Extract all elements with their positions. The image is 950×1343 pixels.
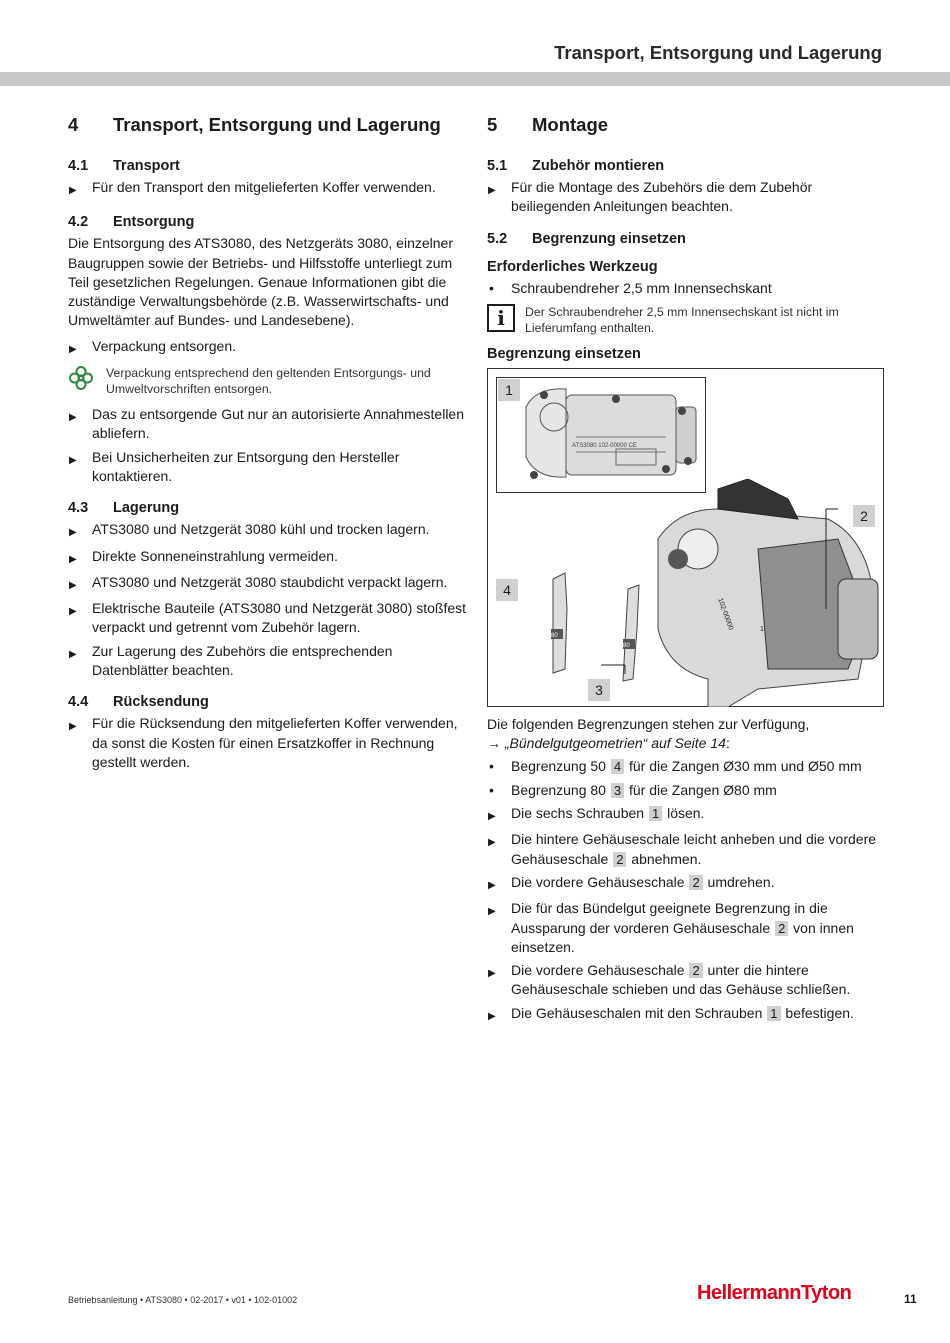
section-4-1-heading: [68, 158, 468, 174]
section-title: Begrenzung einsetzen: [532, 230, 686, 247]
step-item: [68, 642, 468, 681]
bullet-text: [511, 781, 777, 800]
xref-tail: :: [725, 735, 730, 752]
environment-note: [68, 365, 468, 397]
section-number: 5.1: [487, 158, 508, 174]
callout-ref: 4: [611, 759, 624, 774]
text-part: für die Zangen Ø30 mm und Ø50 mm: [625, 758, 862, 775]
text-part: Die vordere Gehäuseschale: [511, 873, 689, 890]
text-part: Die Gehäuseschalen mit den Schrauben: [511, 1004, 767, 1021]
step-item: [68, 599, 468, 638]
limiter-parts-illustration: [513, 569, 643, 689]
step-text: [511, 961, 887, 1000]
step-text: Bei Unsicherheiten zur Entsorgung den Hersteller kontaktieren.: [92, 448, 400, 484]
section-4-3-heading: [68, 500, 468, 516]
section-title: Lagerung: [113, 500, 180, 517]
tool-label: ATS3080 102-00000 CE: [572, 442, 637, 449]
triangle-right-icon: ▶: [69, 721, 77, 733]
brand-logo: HellermannTyton: [697, 1282, 852, 1304]
triangle-right-icon: ▶: [488, 968, 496, 980]
section-5-1-heading: [487, 158, 887, 174]
info-icon: i: [487, 304, 515, 332]
footer-docinfo: Betriebsanleitung • ATS3080 • 02-2017 • v01 • 102-01002: [68, 1295, 298, 1305]
text-part: Die sechs Schrauben: [511, 805, 648, 822]
step-item: [487, 178, 887, 217]
step-text: Verpackung entsorgen.: [92, 337, 236, 354]
section-number: 5.2: [487, 230, 508, 247]
xref-link[interactable]: „Bündelgutgeometrien“ auf Seite 14: [504, 735, 726, 752]
triangle-right-icon: ▶: [488, 906, 496, 918]
triangle-right-icon: ▶: [69, 343, 77, 355]
bullet-text: Schraubendreher 2,5 mm Innensechskant: [511, 279, 772, 296]
triangle-right-icon: ▶: [69, 527, 77, 539]
running-header: Transport, Entsorgung und Lagerung: [554, 42, 882, 63]
step-item: [487, 830, 887, 869]
tool-main-illustration: [638, 479, 884, 707]
step-text: [511, 1004, 854, 1026]
step-text: ATS3080 und Netzgerät 3080 kühl und trocken lagern.: [92, 521, 430, 538]
triangle-right-icon: ▶: [488, 837, 496, 849]
text-part: umdrehen.: [703, 873, 775, 890]
chapter-title: Montage: [532, 114, 609, 135]
triangle-right-icon: ▶: [69, 412, 77, 424]
step-text: [511, 830, 887, 869]
flower-icon: [68, 365, 94, 391]
triangle-right-icon: ▶: [488, 1010, 496, 1022]
step-item: [68, 337, 468, 359]
callout-ref: 3: [611, 783, 624, 798]
callout-ref: 2: [689, 875, 702, 890]
figure-heading: Begrenzung einsetzen: [487, 345, 641, 362]
step-text: Zur Lagerung des Zubehörs die entsprechenden Datenblätter beachten.: [92, 642, 393, 679]
bullet-dot: •: [489, 781, 494, 798]
triangle-right-icon: ▶: [488, 185, 496, 196]
step-text: Für die Rücksendung den mitgelieferten Koffer verwenden, da sonst die Kosten für einen Ersatzkoffer in Rechnung gestellt werden.: [92, 715, 458, 770]
text-part: Begrenzung 80: [511, 781, 610, 798]
header-bar: [0, 72, 950, 86]
callout-ref: 1: [649, 806, 662, 821]
callout-ref: 2: [775, 921, 788, 936]
step-text: [511, 873, 775, 895]
text-part: abnehmen.: [627, 850, 702, 867]
section-title: Rücksendung: [113, 694, 209, 711]
text-part: lösen.: [663, 805, 705, 822]
text-part: von innen einsetzen.: [511, 919, 854, 955]
tool-top-view-illustration: [496, 377, 706, 493]
bullet-item: [487, 279, 887, 298]
step-item: [68, 405, 468, 444]
step-text: Direkte Sonneneinstrahlung vermeiden.: [92, 547, 338, 564]
right-column: [487, 114, 887, 1030]
step-item: [68, 520, 468, 542]
text-part: für die Zangen Ø80 mm: [625, 781, 777, 798]
section-title: Zubehör montieren: [532, 158, 665, 174]
triangle-right-icon: ▶: [69, 553, 77, 565]
triangle-right-icon: ▶: [488, 811, 496, 823]
note-text: Verpackung entsprechend den geltenden Entsorgungs- und Umweltvorschriften entsorgen.: [106, 366, 431, 397]
callout-4: 4: [496, 579, 518, 601]
assembly-figure: [487, 368, 884, 707]
step-text: [511, 804, 704, 826]
step-item: [68, 178, 468, 200]
options-intro: Die folgenden Begrenzungen stehen zur Verfügung,: [487, 715, 810, 732]
step-text: Für den Transport den mitgelieferten Koffer verwenden.: [92, 179, 436, 195]
step-item: [68, 573, 468, 595]
step-text: Das zu entsorgende Gut nur an autorisierte Annahmestellen abliefern.: [92, 406, 465, 442]
arrow-right-icon: →: [487, 735, 501, 752]
step-item: [487, 804, 887, 826]
bullet-item: [487, 757, 887, 776]
triangle-right-icon: ▶: [69, 185, 77, 196]
triangle-right-icon: ▶: [69, 606, 77, 618]
disposal-paragraph: Die Entsorgung des ATS3080, des Netzgeräts 3080, einzelner Baugruppen sowie der Betriebs- und Hilfsstoffe unterliegt zum Teil gesetzlichen Regelungen. Genaue Informationen gibt die zuständige Verwaltungsbehörde (z.B. Wasserwirtschafts- und Umweltämter auf Bundes- und Landesebene).: [68, 235, 453, 329]
section-4-2-heading: [68, 214, 468, 230]
bullet-item: [487, 781, 887, 800]
section-number: 4.3: [68, 500, 89, 517]
section-title: Transport: [113, 158, 180, 174]
text-part: unter die hintere Gehäuseschale schieben und das Gehäuse schließen.: [511, 962, 851, 998]
callout-ref: 1: [767, 1006, 780, 1021]
page-number: 11: [904, 1292, 917, 1306]
callout-2: 2: [853, 505, 875, 527]
section-number: 4.2: [68, 214, 89, 231]
tool-label: 102-00000: [716, 597, 735, 632]
triangle-right-icon: ▶: [69, 648, 77, 660]
step-item: [68, 714, 468, 772]
triangle-right-icon: ▶: [488, 879, 496, 891]
section-number: 4.4: [68, 694, 89, 711]
bullet-dot: •: [489, 279, 494, 296]
triangle-right-icon: ▶: [69, 579, 77, 591]
section-number: 4.1: [68, 158, 89, 174]
step-text: Für die Montage des Zubehörs die dem Zubehör beiliegenden Anleitungen beachten.: [511, 179, 813, 215]
step-item: [487, 1004, 887, 1026]
step-text: Elektrische Bauteile (ATS3080 und Netzgerät 3080) stoßfest verpackt und getrennt vom Zubehör lagern.: [92, 600, 467, 636]
text-part: Die für das Bündelgut geeignete Begrenzung in die Aussparung der vorderen Gehäuseschale: [511, 900, 828, 936]
text-part: Begrenzung 50: [511, 758, 610, 775]
text-part: Die vordere Gehäuseschale: [511, 962, 689, 979]
bullet-dot: •: [489, 758, 494, 775]
chapter-5-heading: [487, 114, 887, 136]
callout-ref: 2: [613, 852, 626, 867]
chapter-number: 5: [487, 114, 498, 135]
triangle-right-icon: ▶: [69, 454, 77, 466]
info-note: [487, 304, 887, 336]
step-item: [487, 899, 887, 957]
callout-1: 1: [498, 379, 520, 401]
left-column: [68, 114, 468, 776]
chapter-4-heading: [68, 114, 468, 136]
section-title: Entsorgung: [113, 214, 195, 231]
tools-heading: Erforderliches Werkzeug: [487, 258, 658, 275]
section-5-2-heading: [487, 231, 887, 247]
step-text: ATS3080 und Netzgerät 3080 staubdicht verpackt lagern.: [92, 573, 448, 590]
callout-ref: 2: [689, 963, 702, 978]
bullet-text: [511, 757, 862, 776]
step-item: [68, 448, 468, 487]
chapter-title: Transport, Entsorgung und Lagerung: [113, 114, 441, 135]
text-part: befestigen.: [781, 1004, 854, 1021]
chapter-number: 4: [68, 114, 79, 135]
section-4-4-heading: [68, 694, 468, 710]
limiter-label: 80: [623, 642, 630, 649]
tool-label: 1: [760, 625, 764, 633]
step-text: [511, 899, 887, 957]
text-part: Die hintere Gehäuseschale leicht anheben und die vordere Gehäuseschale: [511, 831, 877, 867]
note-text: Der Schraubendreher 2,5 mm Innensechskant ist nicht im Lieferumfang enthalten.: [525, 304, 839, 335]
cross-reference[interactable]: [487, 734, 887, 753]
step-item: [487, 961, 887, 1000]
limiter-label: 80: [551, 632, 558, 639]
step-item: [68, 547, 468, 569]
step-item: [487, 873, 887, 895]
callout-3: 3: [588, 679, 610, 701]
